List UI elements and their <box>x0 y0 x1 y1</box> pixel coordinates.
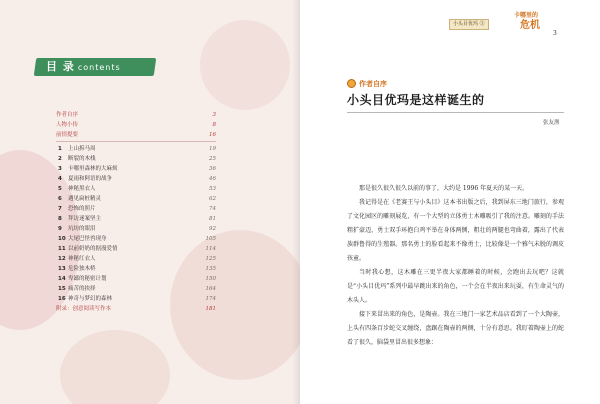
toc-item-label: 附录：创意阅读写作本 <box>56 306 112 312</box>
chapter-number: 1 <box>58 146 62 152</box>
chapter-number: 5 <box>58 186 62 192</box>
chapter-number: 15 <box>58 286 66 292</box>
chapter-title: 痛苦的抉择 <box>68 286 96 292</box>
toc-item-label: 前情提要 <box>56 132 79 138</box>
toc-chapter-2[interactable] <box>56 154 216 164</box>
chapter-title: 恐怖的照片 <box>68 206 96 212</box>
toc-chapter-3[interactable] <box>56 164 216 174</box>
toc-item-preface[interactable] <box>56 110 216 120</box>
toc-title-text: 目 录 <box>46 60 75 73</box>
chapter-number: 11 <box>58 246 66 252</box>
toc-chapter-13[interactable] <box>56 264 216 274</box>
paragraph: 接下来冒出来的角色，是陶壶。我在三地门一家艺术品店看到了一个大陶壶，上头有四条百步蛇交叉缠绕，盘踞在陶壶的两侧，十分有意思。我盯着陶壶上的蛇看了很久，脑袋里冒出很多想象： <box>347 311 564 346</box>
toc-item-characters[interactable] <box>56 120 216 130</box>
author-name: 张友渔 <box>543 120 560 126</box>
paragraph: 当时我心想，这木雕在三更半夜大家都睡着的时候，会跑出去玩吧？这就是“小头目优玛”系列中最早跳出来的角色，一个会在半夜出来玩耍，有生命灵气的木头人。 <box>347 269 564 304</box>
toc-chapter-8[interactable] <box>56 214 216 224</box>
chapter-page: 125 <box>205 256 216 262</box>
chapter-title: 神秘红衣人 <box>68 256 96 262</box>
chapter-number: 13 <box>58 266 66 272</box>
chapter-page: 114 <box>205 246 216 252</box>
chapter-page: 46 <box>209 176 216 182</box>
book-logo-line1: 卡哪里的 <box>514 12 539 19</box>
toc-item-page: 3 <box>212 112 216 118</box>
toc-item-page: 181 <box>205 306 216 312</box>
chapter-number: 9 <box>58 226 62 232</box>
toc-chapter-16[interactable] <box>56 294 216 304</box>
chapter-title: 坑坊的眼泪 <box>68 226 96 232</box>
toc-item-appendix[interactable] <box>56 304 216 314</box>
chapter-number: 6 <box>58 196 62 202</box>
decorative-ink-blot <box>60 330 170 404</box>
chapter-page: 62 <box>209 196 216 202</box>
chapter-title: 神秘黑衣人 <box>68 186 96 192</box>
toc-item-summary[interactable] <box>56 130 216 140</box>
title-divider <box>347 112 564 113</box>
toc-chapter-14[interactable] <box>56 274 216 284</box>
chapter-title: 拜访迷案坚主 <box>68 216 102 222</box>
paragraph: 那是很久很久很久以前的事了，大约是 1996 年夏天的某一天。 <box>359 185 529 192</box>
chapter-title: 大尾巴怪兽现身 <box>68 236 107 242</box>
book-logo <box>514 12 540 31</box>
decorative-ink-blot <box>200 20 290 110</box>
toc-item-page: 16 <box>209 132 216 138</box>
toc-title <box>46 58 121 76</box>
toc-chapter-15[interactable] <box>56 284 216 294</box>
chapter-page: 25 <box>209 156 216 162</box>
toc-chapter-1[interactable] <box>56 144 216 154</box>
chapter-number: 3 <box>58 166 62 172</box>
series-label: 小头目优玛 ③ <box>449 19 489 30</box>
toc-chapter-7[interactable] <box>56 204 216 214</box>
chapter-number: 7 <box>58 206 62 212</box>
toc-chapter-5[interactable] <box>56 184 216 194</box>
chapter-title: 遇见扁桩精灵 <box>68 196 102 202</box>
toc-item-label: 作者自序 <box>56 112 79 118</box>
paragraph: 我记得是在《老赛王与小头目》这本书出版之后，我到屏东三地门旅行，参观了文化园区的雕刻展览，有一个大型的立体勇士木雕吸引了我的注意。雕刻的手法粗犷豪迈，勇士双手环抱白鸡平举在身体两侧，粗壮的两腿也弯曲着，露出了代表族群鲁得的生殖器。那名勇士的脸看起来不像勇士，比较像是一个雅气未脱的调皮孩童。 <box>347 199 564 262</box>
chapter-page: 92 <box>209 226 216 232</box>
chapter-title: 神奇与梦幻的森林 <box>68 296 113 302</box>
chapter-number: 2 <box>58 156 62 162</box>
chapter-page: 53 <box>209 186 216 192</box>
table-of-contents <box>56 110 216 314</box>
body-text <box>347 182 564 350</box>
chapter-number: 4 <box>58 176 62 182</box>
toc-chapter-6[interactable] <box>56 194 216 204</box>
toc-title-en: contents <box>77 63 121 72</box>
chapter-title: 危险独木桥 <box>68 266 96 272</box>
chapter-page: 19 <box>209 146 216 152</box>
chapter-title: 以前奶奶的据漫爱情 <box>68 246 118 252</box>
chapter-page: 164 <box>205 286 216 292</box>
toc-item-label: 人物小传 <box>56 122 79 128</box>
page-number: 3 <box>553 30 557 37</box>
toc-chapter-9[interactable] <box>56 224 216 234</box>
chapter-page: 150 <box>205 276 216 282</box>
toc-item-page: 8 <box>212 122 216 128</box>
chapter-title: 断裂的木栈 <box>68 156 96 162</box>
toc-chapter-4[interactable] <box>56 174 216 184</box>
chapter-page: 135 <box>205 266 216 272</box>
preface-label: 作者自序 <box>359 79 387 88</box>
toc-chapter-12[interactable] <box>56 254 216 264</box>
smiley-face-icon <box>347 79 356 88</box>
chapter-page: 105 <box>205 236 216 242</box>
chapter-title: 卑鄙的秘密计划 <box>68 276 107 282</box>
chapter-title: 卡哪里森林的大麻烦 <box>68 166 118 172</box>
toc-chapter-10[interactable] <box>56 234 216 244</box>
chapter-title: 小头目优玛是这样诞生的 <box>347 93 485 107</box>
chapter-title: 上山拆马周 <box>68 146 96 152</box>
chapter-page: 174 <box>205 296 216 302</box>
chapter-number: 8 <box>58 216 62 222</box>
chapter-number: 16 <box>58 296 66 302</box>
chapter-title: 夏雨和阿语的战争 <box>68 176 113 182</box>
chapter-number: 12 <box>58 256 66 262</box>
toc-divider <box>56 141 216 142</box>
chapter-number: 14 <box>58 276 66 282</box>
toc-chapter-11[interactable] <box>56 244 216 254</box>
chapter-number: 10 <box>58 236 66 242</box>
preface-page <box>300 0 600 404</box>
chapter-page: 74 <box>209 206 216 212</box>
chapter-page: 81 <box>209 216 216 222</box>
chapter-page: 36 <box>209 166 216 172</box>
book-logo-line2: 危机 <box>520 20 540 31</box>
